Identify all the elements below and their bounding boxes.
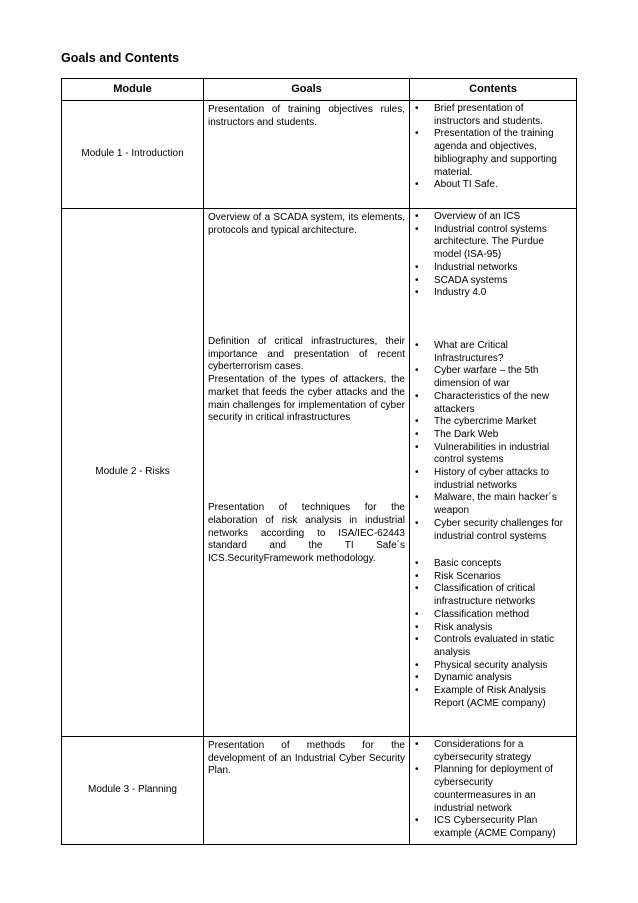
contents-cell: [410, 737, 577, 845]
contents-list: [410, 209, 576, 338]
list-item: • What are Critical Infrastructures?: [434, 340, 572, 365]
list-item: • Industrial networks: [434, 262, 572, 275]
list-item: • Example of Risk Analysis Report (ACME company): [434, 685, 572, 710]
list-item: • Risk analysis: [434, 622, 572, 635]
list-item: • Classification of critical infrastructure networks: [434, 583, 572, 608]
list-item: • SCADA systems: [434, 275, 572, 288]
list-item: • Risk Scenarios: [434, 571, 572, 584]
table-row-module-1: [62, 101, 577, 209]
list-item: • Considerations for a cybersecurity strategy: [434, 739, 572, 764]
list-item: • ICS Cybersecurity Plan example (ACME Company): [434, 815, 572, 840]
list-item: • Brief presentation of instructors and students.: [434, 103, 572, 128]
list-item: • Malware, the main hacker´s weapon: [434, 492, 572, 517]
contents-list: [410, 338, 576, 558]
list-item: • Cyber warfare – the 5th dimension of war: [434, 365, 572, 390]
list-item: • Industrial control systems architecture. The Purdue model (ISA-95): [434, 224, 572, 262]
list-item: • Physical security analysis: [434, 660, 572, 673]
goal-text: Presentation of techniques for the elaboration of risk analysis in industrial networks according to ISA/IEC-62443 standard and the TI Safe´s ICS.SecurityFramework methodology.: [208, 502, 405, 564]
list-item: • History of cyber attacks to industrial networks: [434, 467, 572, 492]
list-item: • Dynamic analysis: [434, 672, 572, 685]
list-item: • Planning for deployment of cybersecurity countermeasures in an industrial network: [434, 764, 572, 815]
table-row-module-2: [62, 209, 577, 737]
goal-text: Presentation of the types of attackers, the market that feeds the cyber attacks and the main challenges for implementation of cyber security in critical infrastructures: [208, 374, 405, 424]
header-row: [62, 79, 577, 101]
module-cell: Module 2 - Risks: [62, 209, 204, 737]
contents-cell: [410, 101, 577, 209]
goal-text: Overview of a SCADA system, its elements, protocols and typical architecture.: [208, 212, 405, 236]
module-cell: Module 3 - Planning: [62, 737, 204, 845]
list-item: • Basic concepts: [434, 558, 572, 571]
header-contents: Contents: [410, 79, 577, 101]
list-item: • The Dark Web: [434, 429, 572, 442]
contents-list: [410, 558, 576, 710]
list-item: • Characteristics of the new attackers: [434, 391, 572, 416]
contents-list: [410, 101, 576, 192]
header-goals: Goals: [204, 79, 410, 101]
goals-cell: [204, 737, 410, 845]
goals-cell: [204, 209, 410, 737]
list-item: • Industry 4.0: [434, 287, 572, 300]
table-row-module-3: [62, 737, 577, 845]
contents-list: [410, 737, 576, 841]
goals-cell: [204, 101, 410, 209]
goal-text: Definition of critical infrastructures, their importance and presentation of recent cyberterrorism cases.: [208, 336, 405, 373]
document-title: Goals and Contents: [61, 51, 180, 65]
list-item: • Overview of an ICS: [434, 211, 572, 224]
list-item: • Presentation of the training agenda and objectives, bibliography and supporting material.: [434, 128, 572, 179]
list-item: • About TI Safe.: [434, 179, 572, 192]
list-item: • Cyber security challenges for industrial control systems: [434, 518, 572, 543]
contents-cell: [410, 209, 577, 737]
header-module: Module: [62, 79, 204, 101]
goal-text: Presentation of methods for the development of an Industrial Cyber Security Plan.: [208, 740, 405, 777]
list-item: • Controls evaluated in static analysis: [434, 634, 572, 659]
list-item: • Vulnerabilities in industrial control systems: [434, 442, 572, 467]
list-item: • The cybercrime Market: [434, 416, 572, 429]
list-item: • Classification method: [434, 609, 572, 622]
goals-contents-table: [61, 78, 577, 845]
goal-text: Presentation of training objectives rules, instructors and students.: [208, 104, 405, 128]
module-cell: Module 1 - Introduction: [62, 101, 204, 209]
